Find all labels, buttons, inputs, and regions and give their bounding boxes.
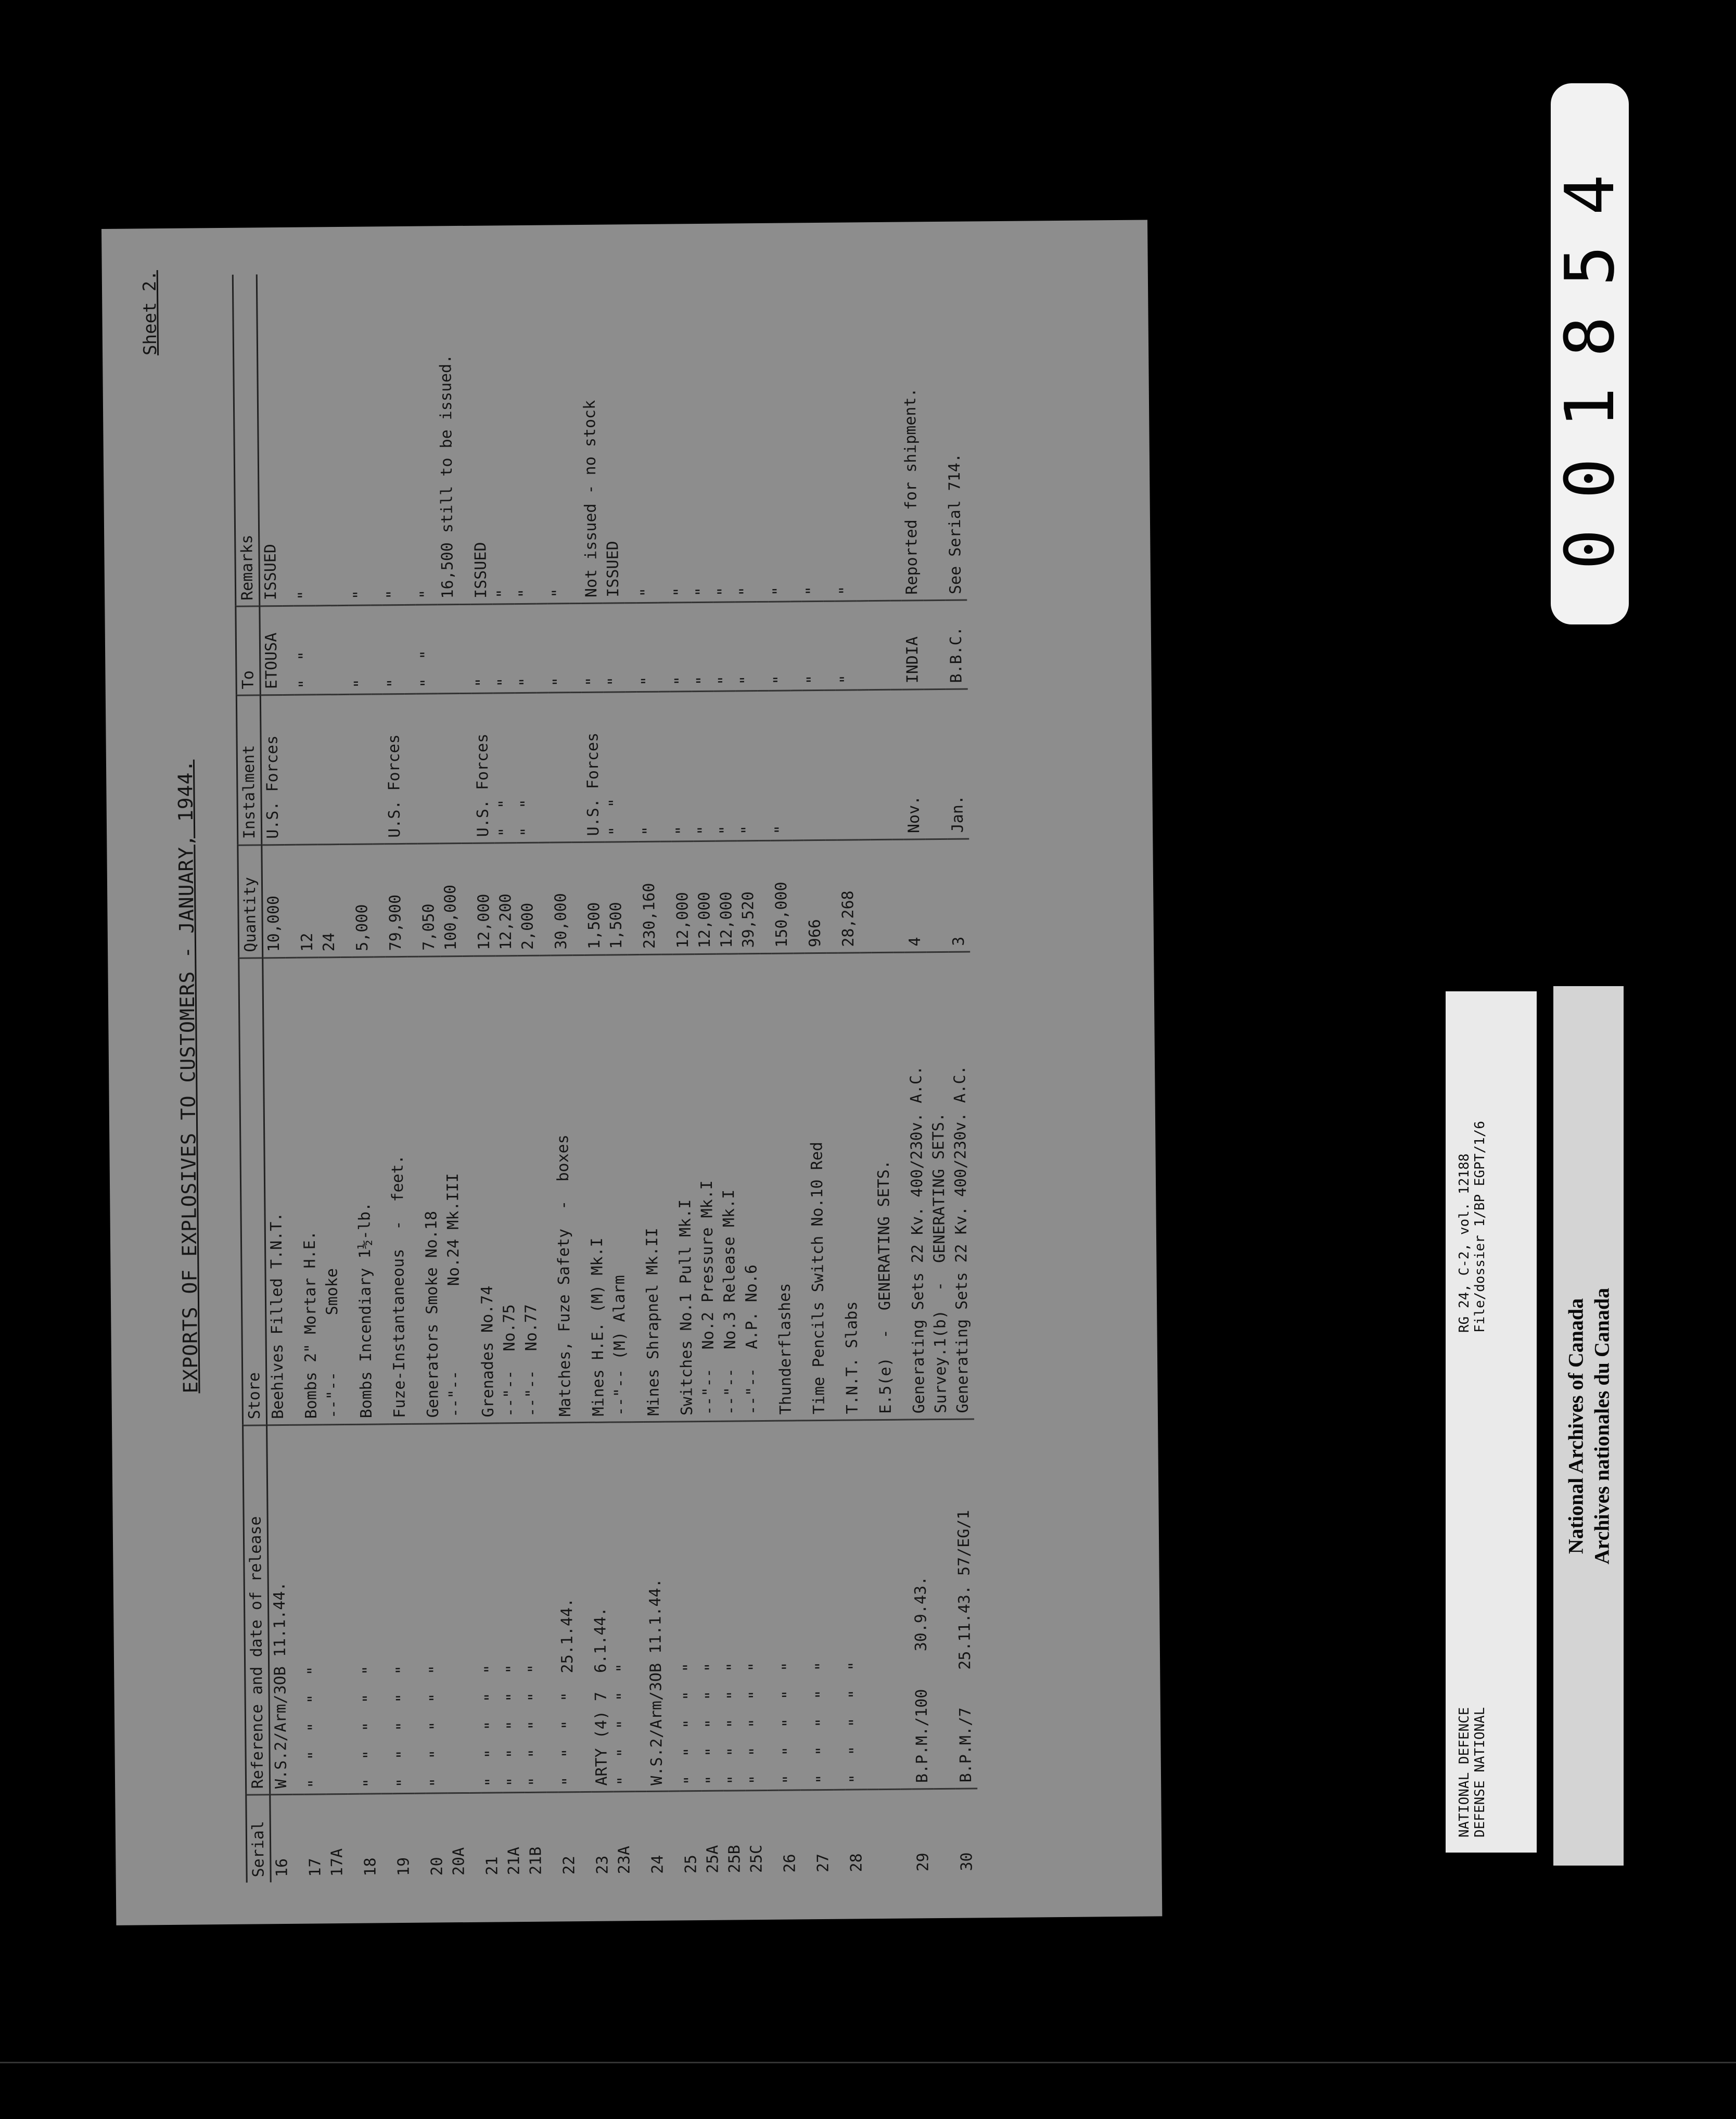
table-cell	[569, 604, 581, 693]
table-cell: U.S. Forces	[383, 694, 406, 844]
table-cell	[348, 1794, 360, 1882]
table-cell: "	[688, 271, 713, 603]
table-cell: "	[768, 602, 790, 691]
table-cell: "	[470, 604, 493, 693]
table-cell	[406, 844, 418, 957]
table-cell: " "	[293, 606, 316, 695]
table-cell: " " " " "	[423, 1424, 448, 1793]
table-cell: U.S. Forces	[582, 692, 605, 842]
table-cell: Not issued - no stock	[578, 272, 603, 604]
table-cell	[536, 604, 548, 693]
table-cell: --"-- No.75	[495, 956, 521, 1423]
table-cell: --"-- (M) Alarm	[606, 955, 632, 1422]
table-cell: " " " " "	[301, 1425, 326, 1794]
table-cell: --"-- No.2 Pressure Mk.I	[694, 954, 720, 1421]
table-cell: 28,268	[837, 840, 860, 953]
table-cell: 12,000	[693, 841, 716, 954]
table-cell: 16	[273, 1858, 291, 1878]
table-cell: "	[769, 691, 793, 840]
column-header: Quantity	[238, 845, 263, 959]
table-cell: --"-- A.P. No.6	[738, 954, 764, 1421]
table-cell: "	[732, 270, 757, 602]
table-cell: " " " " "	[521, 1423, 546, 1792]
table-cell	[316, 694, 340, 844]
table-cell: "	[765, 270, 790, 602]
table-cell: "	[799, 270, 824, 602]
table-cell	[626, 692, 639, 841]
table-cell: "	[713, 602, 735, 691]
table-cell: " " " " "	[500, 1423, 525, 1792]
table-cell: " " " " "	[676, 1421, 701, 1791]
table-cell	[371, 605, 382, 694]
table-cell	[792, 840, 805, 953]
table-cell	[865, 269, 890, 601]
table-cell	[635, 1791, 647, 1879]
table-cell: "	[691, 603, 713, 692]
table-cell	[373, 844, 385, 958]
serial-number-stamp	[1551, 83, 1629, 624]
table-cell: Beehives Filled T.N.T.	[263, 958, 289, 1425]
table-cell: " " " " "	[356, 1424, 381, 1794]
table-cell: 39,520	[737, 840, 760, 954]
table-cell: 25B	[725, 1845, 744, 1873]
table-cell: --"-- No.24 Mk.III	[440, 956, 466, 1424]
table-cell	[834, 1790, 846, 1878]
table-cell	[930, 1419, 955, 1789]
table-cell: " " " " "	[698, 1421, 723, 1791]
table-cell: "	[379, 273, 404, 605]
table-cell	[338, 694, 351, 844]
table-cell	[624, 603, 636, 692]
table-cell	[444, 1423, 469, 1793]
table-body	[257, 269, 978, 1883]
table-cell: "	[512, 272, 537, 604]
table-cell: 1,500	[583, 842, 606, 955]
table-cell: "	[346, 274, 371, 606]
serial-number: 001854	[1550, 144, 1629, 570]
table-cell: "	[736, 691, 759, 840]
table-cell: "	[835, 601, 857, 690]
table-cell: 16,500 still to be issued.	[435, 273, 459, 605]
archives-banner	[1553, 986, 1624, 1866]
table-cell: B.P.M./100 30.9.43.	[909, 1420, 934, 1789]
table-cell: 23A	[615, 1846, 634, 1874]
table-cell: 27	[814, 1853, 833, 1873]
table-cell: " " " " "	[842, 1420, 867, 1790]
table-cell: "	[637, 692, 660, 841]
document-content	[101, 220, 1162, 1925]
table-cell: W.S.2/Arm/3OB 11.1.44.	[643, 1422, 668, 1791]
table-cell: Bombs Incendiary 1½-lb.	[352, 957, 378, 1424]
table-cell: 29	[914, 1853, 933, 1872]
table-cell: T.N.T. Slabs	[838, 953, 864, 1420]
table-cell: 17A	[328, 1848, 347, 1877]
archives-name-fr: Archives nationales du Canada	[1590, 1287, 1613, 1565]
table-cell: 18	[361, 1857, 380, 1877]
table-cell: INDIA	[901, 601, 924, 690]
table-cell	[339, 844, 352, 958]
table-cell	[825, 840, 838, 953]
table-cell: W.S.2/Arm/3OB 11.1.44.	[267, 1425, 293, 1794]
table-cell	[313, 274, 338, 606]
table-cell: Switches No.1 Pull Mk.I	[672, 954, 698, 1422]
table-cell: 5,000	[351, 844, 374, 958]
table-cell: "	[801, 602, 824, 691]
table-cell	[791, 691, 804, 840]
table-cell: --"-- No.3 Release Mk.I	[716, 954, 742, 1421]
table-cell: "	[714, 691, 737, 841]
table-cell: "	[832, 269, 857, 601]
table-cell: "	[547, 604, 570, 693]
table-cell	[459, 605, 471, 694]
table-cell	[823, 601, 835, 690]
table-cell	[757, 602, 769, 691]
table-cell: Generators Smoke No.18	[418, 956, 444, 1424]
table-cell	[836, 690, 859, 840]
table-cell	[372, 694, 385, 844]
table-cell: Time Pencils Switch No.10 Red	[805, 953, 831, 1421]
table-cell	[802, 690, 826, 840]
table-cell	[414, 1793, 426, 1881]
table-cell: 150,000	[770, 840, 793, 954]
table-cell	[767, 1790, 779, 1878]
table-cell: 28	[847, 1853, 866, 1872]
column-header: Store	[239, 958, 267, 1425]
table-cell: "	[667, 271, 692, 603]
table-cell: 25	[682, 1854, 700, 1874]
table-cell: 23	[593, 1855, 612, 1874]
table-cell	[934, 1789, 956, 1877]
table-cell: "	[710, 270, 735, 602]
table-cell: "	[669, 603, 692, 692]
table-cell: "	[349, 605, 371, 694]
table-cell	[460, 693, 473, 843]
table-cell: Grenades No.74	[474, 956, 500, 1423]
table-cell: "	[603, 603, 625, 692]
table-cell	[580, 1792, 592, 1880]
table-cell: "	[670, 691, 694, 841]
table-cell: " "	[604, 692, 627, 842]
table-cell	[350, 694, 373, 844]
table-cell: " " " " "	[742, 1421, 767, 1790]
table-cell: ISSUED	[600, 271, 625, 603]
exports-table	[232, 269, 978, 1883]
table-cell: 22	[560, 1855, 579, 1875]
department-en: NATIONAL DEFENCE	[1456, 1707, 1472, 1837]
table-cell	[921, 269, 946, 601]
table-cell: "	[413, 273, 438, 605]
table-cell: Survey.1(b) - GENERATING SETS.	[926, 952, 952, 1420]
table-cell: Generating Sets 22 Kv. 400/230v. A.C.	[948, 952, 974, 1419]
table-cell: Reported for shipment.	[899, 269, 924, 601]
table-cell	[878, 1789, 901, 1877]
table-cell	[437, 605, 459, 694]
table-cell: "	[291, 274, 316, 606]
document-title: EXPORTS OF EXPLOSIVES TO CUSTOMERS - JANUARY, 1944.	[173, 759, 202, 1394]
table-cell: " "	[493, 693, 517, 843]
table-cell: 19	[394, 1857, 413, 1877]
table-cell	[867, 1789, 879, 1877]
table-cell: 966	[803, 840, 826, 953]
table-cell: 7,050	[417, 844, 440, 957]
table-cell: 12	[296, 845, 318, 958]
table-cell: " "	[515, 693, 539, 843]
table-cell: 26	[781, 1854, 799, 1873]
table-cell	[381, 1794, 393, 1882]
table-cell: 12,000	[715, 841, 738, 954]
table-cell: Matches, Fuze Safety - boxes	[551, 955, 577, 1423]
table-cell: B.B.C.	[945, 600, 967, 689]
table-cell: "	[545, 272, 570, 604]
table-cell	[570, 692, 583, 842]
table-cell	[759, 840, 771, 954]
table-cell: "	[514, 604, 537, 693]
table-cell	[875, 1420, 900, 1789]
table-cell: 100,000	[439, 843, 462, 956]
table-cell	[869, 690, 892, 839]
table-cell: 30	[958, 1852, 976, 1871]
table-cell: 21B	[527, 1846, 545, 1875]
table-cell: 30,000	[550, 842, 572, 955]
table-cell	[438, 693, 462, 843]
table-cell: 12,000	[671, 841, 694, 954]
archive-reference-label	[1446, 991, 1537, 1853]
table-cell: 25C	[747, 1844, 766, 1873]
table-cell	[924, 689, 948, 839]
table-cell: 21A	[505, 1846, 524, 1875]
column-header: Remarks	[233, 274, 260, 606]
table-cell	[890, 601, 902, 690]
table-cell	[923, 601, 946, 690]
table-cell	[868, 601, 890, 690]
table-cell: 12,000	[473, 843, 495, 956]
table-cell	[295, 695, 318, 845]
table-cell	[323, 1424, 348, 1794]
table-cell: 24	[317, 844, 340, 958]
table-cell	[870, 839, 893, 953]
table-cell: ISSUED	[257, 274, 282, 606]
table-cell: "	[581, 603, 603, 692]
table-cell: ARTY (4) 7 6.1.44.	[588, 1422, 613, 1792]
footer-divider	[0, 2062, 1736, 2063]
table-cell: " " " " "	[720, 1421, 745, 1791]
table-cell	[461, 843, 474, 956]
table-cell: " " " " "	[775, 1421, 800, 1790]
table-cell	[857, 601, 869, 690]
table-cell: 25A	[704, 1845, 722, 1874]
table-cell	[416, 694, 440, 844]
table-cell	[658, 603, 670, 692]
table-cell: Mines Shrapnel Mk.II	[639, 954, 665, 1422]
table-cell: 21	[483, 1856, 502, 1875]
table-cell: 1,500	[605, 841, 628, 955]
table-cell	[537, 693, 550, 843]
table-cell	[800, 1790, 812, 1878]
table-cell: 17	[306, 1858, 325, 1877]
table-cell: See Serial 714.	[942, 269, 967, 601]
table-cell: 20	[428, 1857, 446, 1876]
table-cell	[283, 695, 296, 845]
table-cell: "	[633, 271, 658, 603]
table-cell	[925, 839, 948, 952]
table-cell	[668, 1791, 680, 1879]
table-cell: U.S. Forces	[260, 695, 284, 845]
table-cell	[891, 690, 904, 839]
table-cell	[404, 605, 416, 694]
document-sheet	[101, 220, 1162, 1925]
table-cell	[284, 845, 297, 958]
table-cell: 20A	[450, 1847, 468, 1876]
table-cell: U.S. Forces	[471, 693, 495, 843]
archives-name-en: National Archives of Canada	[1564, 1298, 1587, 1554]
table-cell: 79,900	[384, 844, 407, 957]
table-cell: Jan.	[946, 689, 969, 839]
table-cell	[282, 606, 294, 695]
table-cell	[627, 841, 639, 955]
table-cell	[900, 1789, 912, 1877]
table-cell	[571, 842, 584, 955]
table-cell: --"-- Smoke	[318, 958, 344, 1425]
table-cell: Generating Sets 22 Kv. 400/230v. A.C.	[904, 952, 930, 1420]
table-cell	[548, 693, 572, 843]
table-cell: B.P.M./7 25.11.43. 57/EG/1	[952, 1419, 977, 1789]
table-cell: " " " " 25.1.44.	[555, 1422, 580, 1792]
table-cell	[292, 1794, 304, 1882]
table-cell	[315, 606, 338, 695]
table-cell: Bombs 2" Mortar H.E.	[297, 958, 323, 1425]
table-cell: --"-- No.77	[517, 955, 543, 1423]
table-cell	[758, 691, 771, 840]
table-cell	[660, 841, 672, 955]
table-cell: 3	[947, 839, 970, 952]
column-header: To	[236, 606, 260, 695]
table-cell: 230,160	[638, 841, 661, 955]
table-cell	[538, 843, 551, 956]
table-cell: "	[382, 605, 404, 694]
table-cell	[790, 602, 802, 691]
table-cell: Thunderflashes	[771, 953, 797, 1421]
table-cell: ETOUSA	[260, 606, 283, 695]
table-cell	[546, 1792, 558, 1880]
table-cell	[858, 690, 871, 840]
table-cell: "	[492, 604, 515, 693]
table-cell: " " " " "	[389, 1424, 414, 1793]
table-cell: ISSUED	[468, 272, 493, 604]
table-cell	[337, 606, 349, 695]
table-cell: "	[735, 602, 757, 691]
table-cell: Fuze-Instantaneous - feet.	[385, 957, 411, 1424]
table-cell	[859, 839, 871, 953]
table-cell: 24	[648, 1855, 667, 1874]
table-cell	[659, 692, 672, 841]
column-header: Reference and date of release	[243, 1425, 270, 1795]
table-cell: Nov.	[902, 690, 926, 839]
table-cell: 12,200	[494, 843, 517, 956]
table-cell: " "	[415, 605, 438, 694]
table-cell: "	[692, 691, 716, 841]
table-cell: "	[490, 272, 515, 604]
column-header: Instalment	[236, 695, 262, 845]
table-cell: 10,000	[262, 845, 285, 958]
record-group: RG 24, C-2, vol. 12188	[1456, 1153, 1472, 1333]
column-header: Serial	[246, 1795, 271, 1883]
table-cell: Mines H.E. (M) Mk.I	[584, 955, 610, 1422]
table-cell: 4	[903, 839, 926, 952]
table-cell: E.5(e) - GENERATING SETS.	[871, 952, 897, 1420]
table-cell	[405, 694, 418, 844]
table-cell: " " " " "	[610, 1422, 635, 1792]
table-cell	[469, 1793, 481, 1881]
department-fr: DEFENSE NATIONAL	[1472, 1707, 1488, 1837]
table-cell: 2,000	[516, 843, 539, 956]
table-cell	[892, 839, 904, 953]
file-reference: File/dossier 1/BP EGPT/1/6	[1472, 1120, 1488, 1333]
table-cell: "	[636, 603, 658, 692]
table-cell: " " " " "	[478, 1423, 503, 1793]
sheet-number: Sheet 2.	[139, 270, 161, 356]
table-cell	[824, 690, 837, 840]
table-cell: " " " " "	[809, 1420, 834, 1790]
